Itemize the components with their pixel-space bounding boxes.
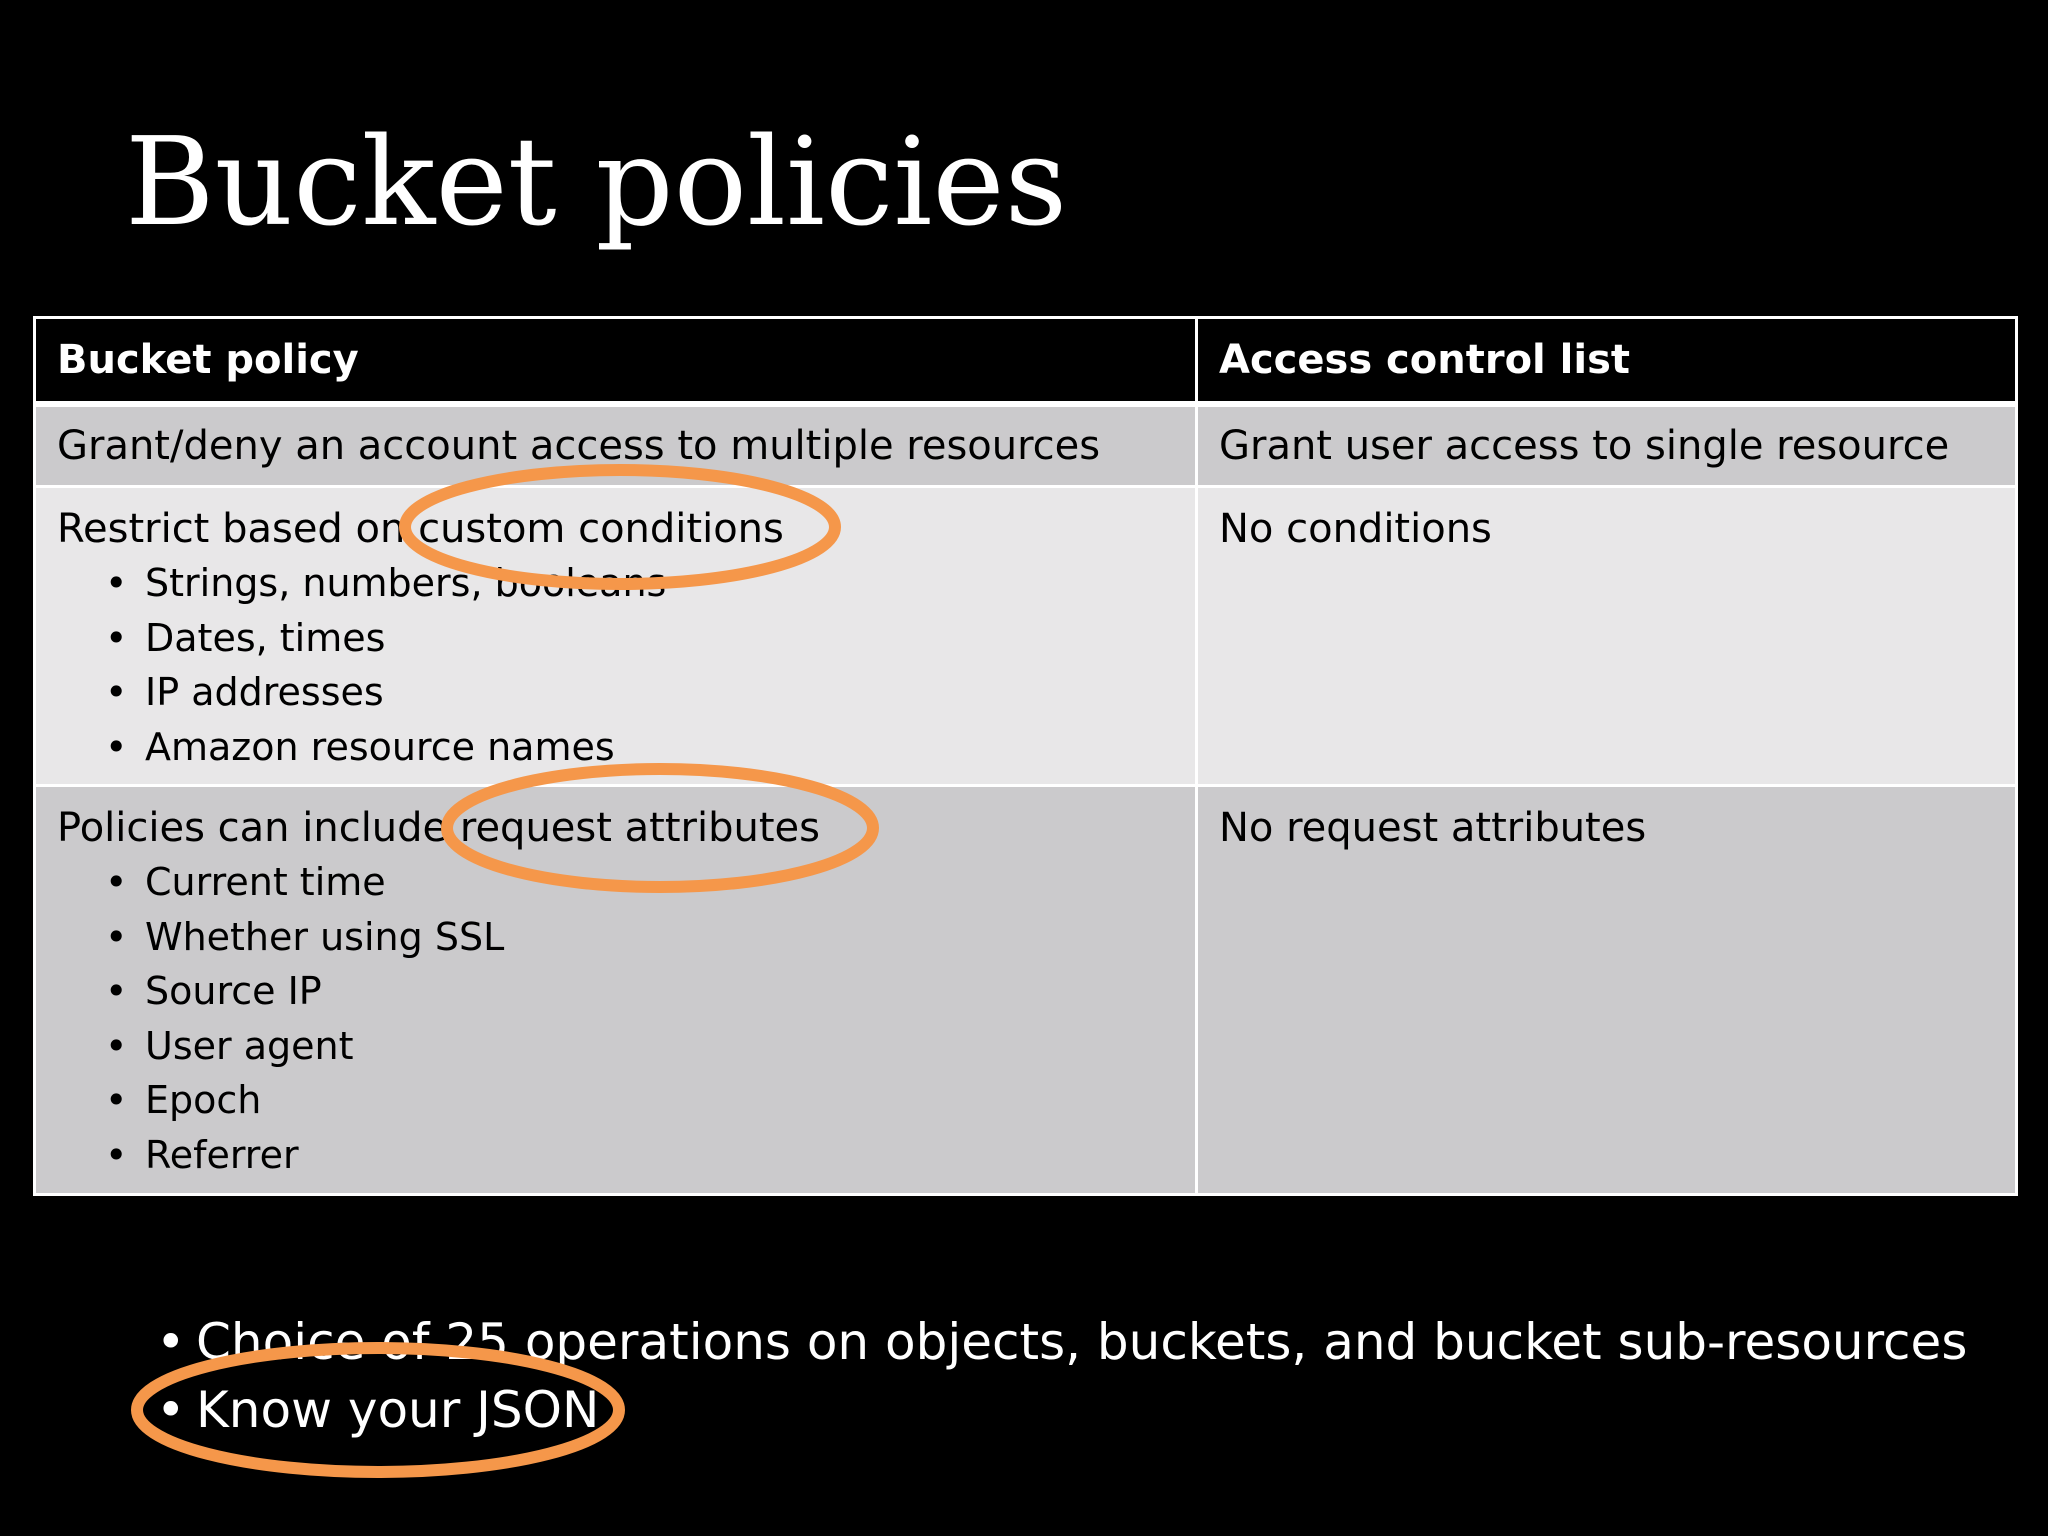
request-attributes-list [57, 855, 1195, 1182]
policy-cell: Grant/deny an account access to multiple resources [35, 404, 1197, 487]
comparison-table [33, 316, 2018, 1196]
request-attributes-heading: Policies can include request attributes [57, 805, 820, 852]
list-item: • Whether using SSL [105, 910, 1195, 965]
policy-cell [35, 487, 1197, 786]
acl-cell [1197, 786, 2017, 1195]
list-item: • Current time [105, 855, 1195, 910]
list-item: • Strings, numbers, booleans [105, 556, 1195, 611]
bullet-operations: • Choice of 25 operations on objects, buckets, and bucket sub-resources [156, 1308, 1967, 1376]
table-row [35, 404, 2017, 487]
acl-conditions-text: No conditions [1219, 506, 1492, 553]
list-item: • Amazon resource names [105, 720, 1195, 775]
header-bucket-policy: Bucket policy [35, 318, 1197, 405]
list-item: • Epoch [105, 1073, 1195, 1128]
table-row [35, 786, 2017, 1195]
header-access-control-list: Access control list [1197, 318, 2017, 405]
list-item: • Referrer [105, 1128, 1195, 1183]
list-item: • Dates, times [105, 611, 1195, 666]
list-item: • IP addresses [105, 665, 1195, 720]
conditions-heading: Restrict based on custom conditions [57, 506, 784, 553]
table-header-row [35, 318, 2017, 405]
list-item: • Source IP [105, 964, 1195, 1019]
policy-cell [35, 786, 1197, 1195]
bullet-know-json: • Know your JSON [156, 1376, 1967, 1444]
table-row [35, 487, 2017, 786]
acl-cell: Grant user access to single resource [1197, 404, 2017, 487]
acl-cell [1197, 487, 2017, 786]
conditions-list [57, 556, 1195, 774]
slide-title: Bucket policies [125, 111, 1068, 253]
acl-request-attributes-text: No request attributes [1219, 805, 1647, 852]
summary-bullets [156, 1308, 1967, 1444]
list-item: • User agent [105, 1019, 1195, 1074]
